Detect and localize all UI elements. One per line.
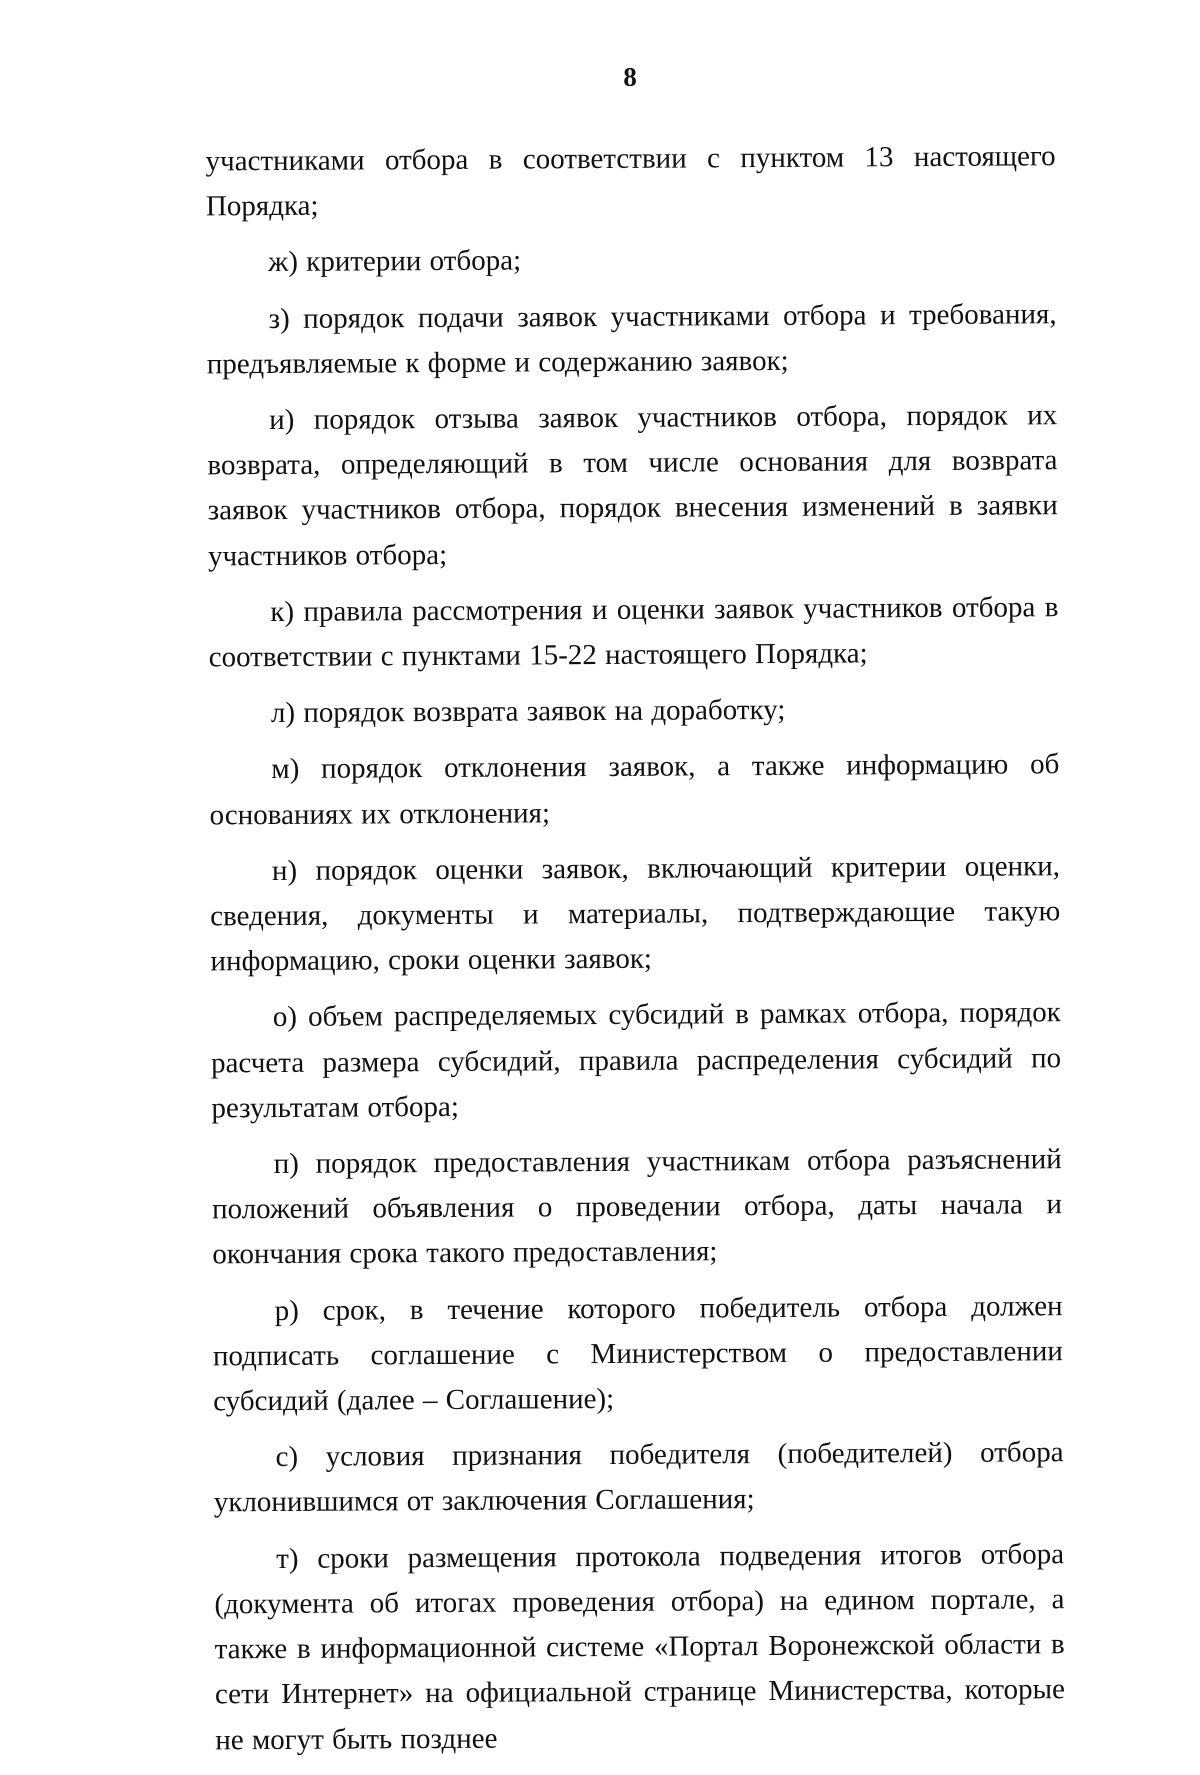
- list-item-p: п) порядок предоставления участникам отбора разъяснений положений объявления о проведении отбора, даты начала и окончания срока такого предоставления;: [211, 1143, 1063, 1271]
- list-item-zh: ж) критерии отбора;: [268, 244, 522, 279]
- list-item-r: р) срок, в течение которого победитель отбора должен подписать соглашение с Министерством о предоставлении субсидий (далее – Соглашение);: [212, 1289, 1063, 1418]
- page-number: 8: [623, 61, 637, 92]
- list-item-i: и) порядок отзыва заявок участников отбора, порядок их возврата, определяющий в том числе основания для возврата заявок участников отбора, порядок внесения изменений в заявки участников отбора;: [207, 399, 1058, 573]
- paragraph-continuation: участниками отбора в соответствии с пунктом 13 настоящего Порядка;: [205, 140, 1056, 223]
- list-item-o: о) объем распределяемых субсидий в рамках отбора, порядок расчета размера субсидий, правила распределения субсидий по результатам отбора;: [211, 996, 1062, 1125]
- list-item-n: н) порядок оценки заявок, включающий критерии оценки, сведения, документы и материалы, подтверждающие такую информацию, сроки оценки заявок;: [210, 850, 1061, 978]
- list-item-z: з) порядок подачи заявок участниками отбора и требования, предъявляемые к форме и содержанию заявок;: [206, 297, 1057, 381]
- list-item-l: л) порядок возврата заявок на доработку;: [270, 694, 786, 730]
- list-item-m: м) порядок отклонения заявок, а также информацию об основаниях их отклонения;: [209, 748, 1060, 832]
- list-item-t: т) сроки размещения протокола подведения итогов отбора (документа об итогах проведения отбора) на едином портале, а также в информационной системе «Портал Воронежской области в сети Интернет» на официальной странице Министерства, которые не могут быть позднее: [214, 1537, 1066, 1756]
- list-item-k: к) правила рассмотрения и оценки заявок участников отбора в соответствии с пунктами 15-22 настоящего Порядка;: [208, 591, 1059, 674]
- document-body: [205, 134, 1065, 1774]
- list-item-s: с) условия признания победителя (победителей) отбора уклонившимся от заключения Соглашения;: [213, 1436, 1064, 1519]
